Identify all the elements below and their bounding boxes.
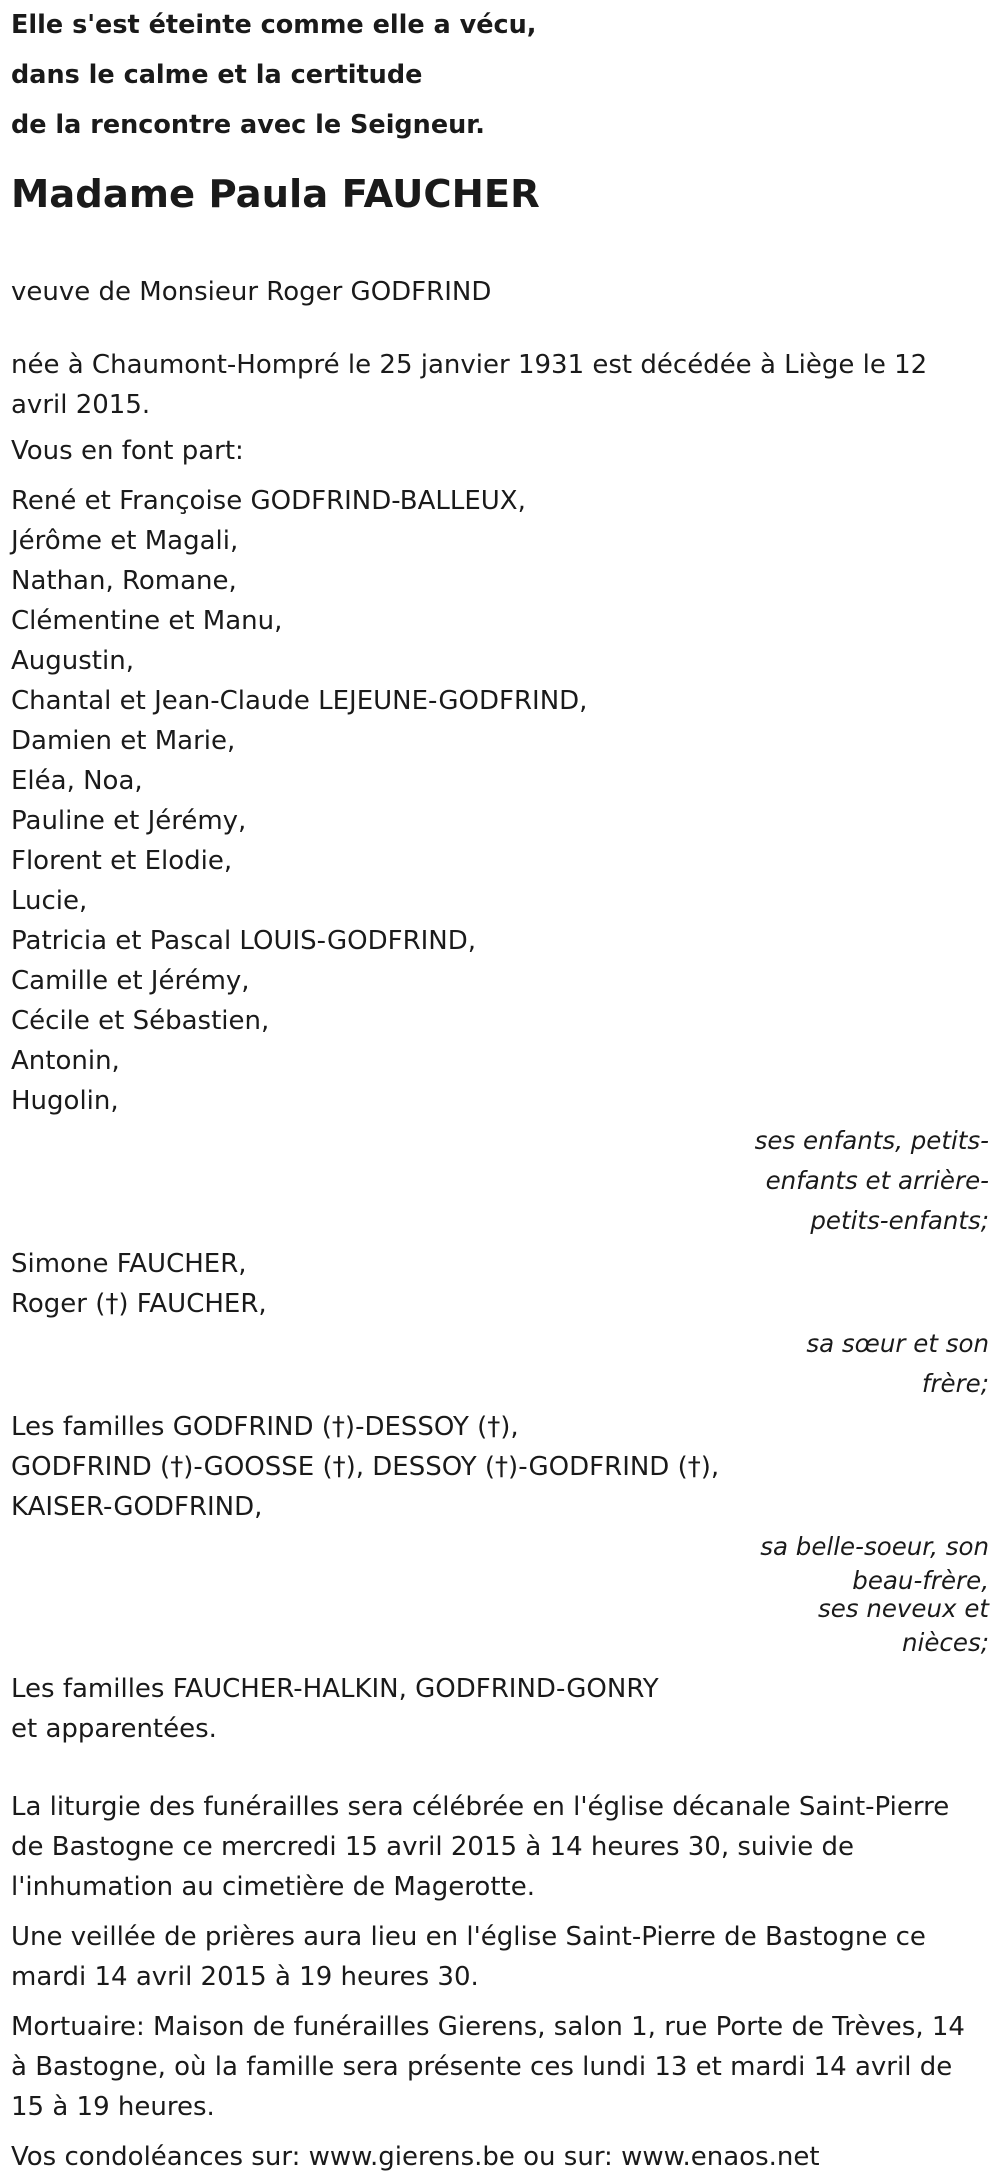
relation-line: enfants et arrière- bbox=[765, 1166, 989, 1195]
deceased-name: Madame Paula FAUCHER bbox=[11, 172, 540, 217]
condolences-line: Vos condoléances sur: www.gierens.be ou sur: www.enaos.net bbox=[11, 2142, 820, 2172]
list-item: Nathan, Romane, bbox=[11, 566, 237, 596]
list-item: Simone FAUCHER, bbox=[11, 1249, 247, 1279]
other-families bbox=[11, 1669, 989, 1749]
widow-of-line: veuve de Monsieur Roger GODFRIND bbox=[11, 277, 492, 307]
relation-line: sa belle-soeur, son bbox=[760, 1532, 989, 1561]
vigil-paragraph: Une veillée de prières aura lieu en l'église Saint-Pierre de Bastogne ce mardi 14 avril 2015 à 19 heures 30. bbox=[11, 1922, 926, 1992]
list-item: GODFRIND (†)-GOOSSE (†), DESSOY (†)-GODFRIND (†), bbox=[11, 1452, 720, 1482]
relation-line: ses neveux et bbox=[817, 1594, 989, 1623]
funeral-paragraph: La liturgie des funérailles sera célébrée en l'église décanale Saint-Pierre de Bastogne ce mercredi 15 avril 2015 à 14 heures 30, suivie de l'inhumation au cimetière de Magerotte. bbox=[11, 1792, 950, 1902]
list-item: Camille et Jérémy, bbox=[11, 966, 250, 996]
list-item: Pauline et Jérémy, bbox=[11, 806, 247, 836]
list-item: Augustin, bbox=[11, 646, 134, 676]
list-item: Lucie, bbox=[11, 886, 88, 916]
mortuary-paragraph: Mortuaire: Maison de funérailles Gierens, salon 1, rue Porte de Trèves, 14 à Bastogne, où la famille sera présente ces lundi 13 et mardi 14 avril de 15 à 19 heures. bbox=[11, 2012, 965, 2122]
quote-line: dans le calme et la certitude bbox=[11, 60, 423, 90]
list-item: Florent et Elodie, bbox=[11, 846, 233, 876]
list-item: Clémentine et Manu, bbox=[11, 606, 283, 636]
siblings-list bbox=[11, 1244, 989, 1324]
siblings-relation bbox=[11, 1324, 989, 1404]
relation-line: frère; bbox=[921, 1369, 989, 1398]
list-item: Les familles FAUCHER-HALKIN, GODFRIND-GONRY bbox=[11, 1674, 659, 1704]
list-item: René et Françoise GODFRIND-BALLEUX, bbox=[11, 486, 526, 516]
list-item: Patricia et Pascal LOUIS-GODFRIND, bbox=[11, 926, 477, 956]
list-item: Eléa, Noa, bbox=[11, 766, 143, 796]
list-item: Chantal et Jean-Claude LEJEUNE-GODFRIND, bbox=[11, 686, 588, 716]
families-list bbox=[11, 1407, 989, 1527]
birth-death-line: née à Chaumont-Hompré le 25 janvier 1931 est décédée à Liège le 12 avril 2015. bbox=[11, 350, 928, 420]
list-item: et apparentées. bbox=[11, 1714, 217, 1744]
quote-line: Elle s'est éteinte comme elle a vécu, bbox=[11, 10, 537, 40]
list-item: Roger (†) FAUCHER, bbox=[11, 1289, 267, 1319]
children-relation bbox=[11, 1121, 989, 1241]
list-item: KAISER-GODFRIND, bbox=[11, 1492, 263, 1522]
children-list bbox=[11, 481, 989, 1121]
list-item: Antonin, bbox=[11, 1046, 120, 1076]
relation-line: petits-enfants; bbox=[810, 1206, 989, 1235]
families-relation bbox=[11, 1527, 989, 1663]
quote-line: de la rencontre avec le Seigneur. bbox=[11, 110, 485, 140]
list-item: Cécile et Sébastien, bbox=[11, 1006, 270, 1036]
relation-line: beau-frère, bbox=[852, 1566, 989, 1595]
notify-intro: Vous en font part: bbox=[11, 436, 244, 466]
relation-line: sa sœur et son bbox=[806, 1329, 989, 1358]
relation-line: ses enfants, petits- bbox=[754, 1126, 989, 1155]
list-item: Les familles GODFRIND (†)-DESSOY (†), bbox=[11, 1412, 519, 1442]
list-item: Jérôme et Magali, bbox=[11, 526, 239, 556]
opening-quote bbox=[11, 0, 989, 150]
list-item: Hugolin, bbox=[11, 1086, 119, 1116]
relation-line: nièces; bbox=[902, 1628, 989, 1657]
list-item: Damien et Marie, bbox=[11, 726, 236, 756]
